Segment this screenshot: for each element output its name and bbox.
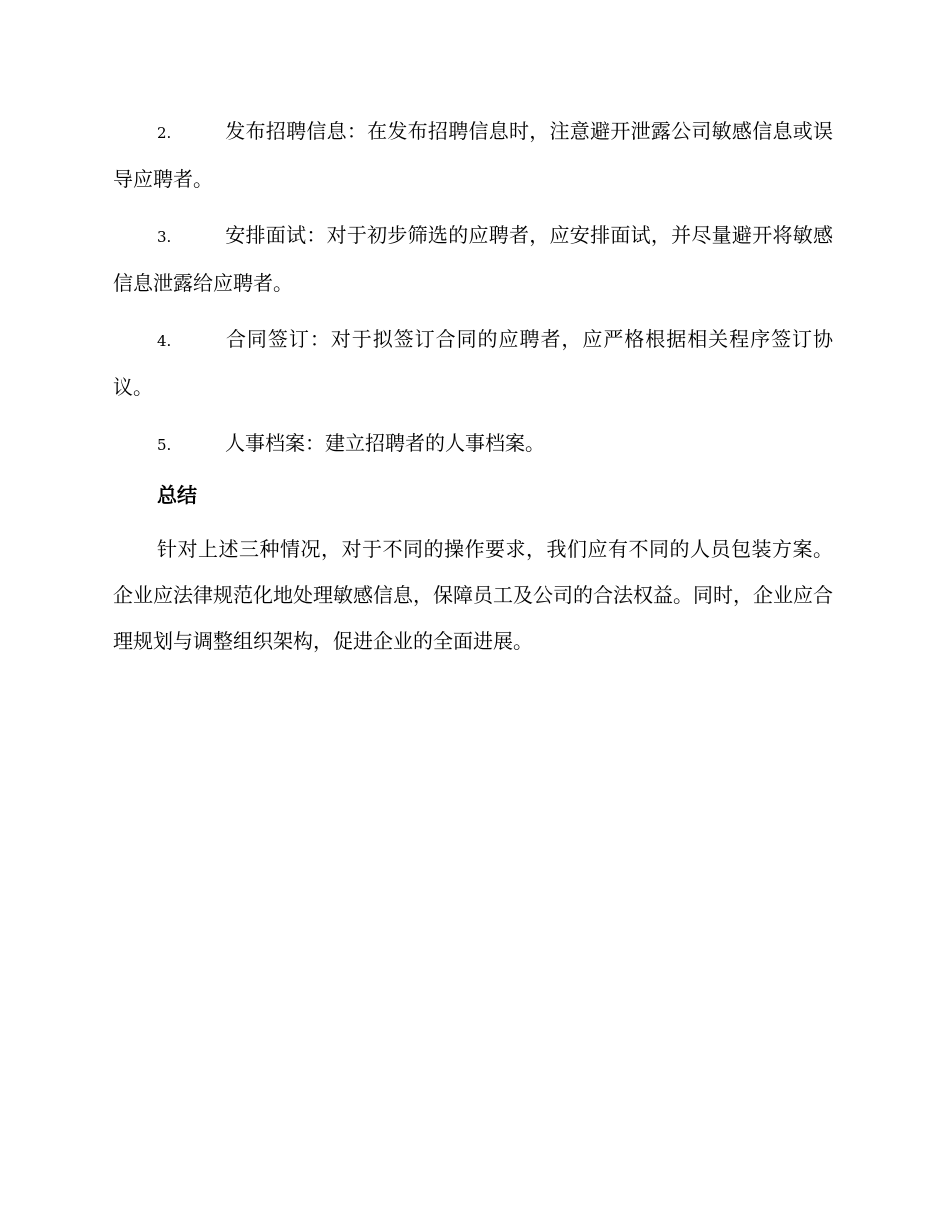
list-number: 3.	[157, 228, 172, 246]
summary-heading: 总结	[157, 483, 197, 507]
list-number: 4.	[157, 332, 172, 350]
list-text: 合同签订：对于拟签订合同的应聘者，应严格根据相关程序签订协议。	[113, 327, 833, 399]
list-text: 人事档案：建立招聘者的人事档案。	[225, 431, 545, 455]
list-item	[113, 316, 833, 410]
list-text: 安排面试：对于初步筛选的应聘者，应安排面试，并尽量避开将敏感信息泄露给应聘者。	[113, 223, 833, 295]
list-number: 5.	[157, 436, 172, 454]
list-item	[113, 212, 833, 306]
list-text: 发布招聘信息：在发布招聘信息时，注意避开泄露公司敏感信息或误导应聘者。	[113, 119, 833, 191]
summary-paragraph: 针对上述三种情况，对于不同的操作要求，我们应有不同的人员包装方案。企业应法律规范化地处理敏感信息，保障员工及公司的合法权益。同时，企业应合理规划与调整组织架构，促进企业的全面进展。	[113, 537, 833, 653]
list-number: 2.	[157, 124, 172, 142]
document-body	[113, 108, 833, 664]
list-item	[113, 108, 833, 202]
list-item	[113, 420, 833, 468]
